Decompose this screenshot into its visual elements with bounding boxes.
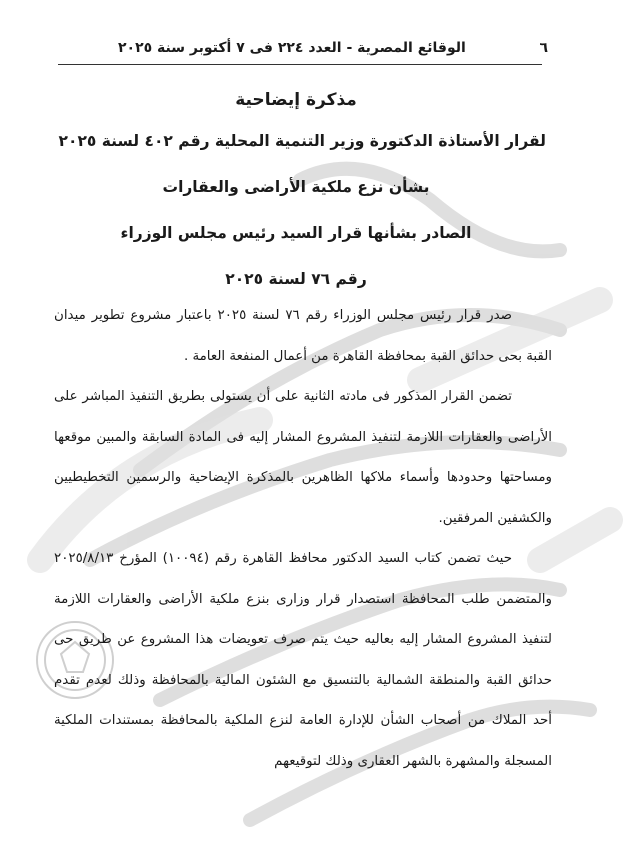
memo-titles (40, 82, 552, 302)
memo-subtitle-line4: رقم ٧٦ لسنة ٢٠٢٥ (225, 270, 367, 288)
page-header (58, 38, 548, 65)
memo-title: مذكرة إيضاحية (235, 90, 357, 110)
memo-subtitle-line1: لقرار الأستاذة الدكتورة وزير التنمية المحلية رقم ٤٠٢ لسنة ٢٠٢٥ (58, 132, 546, 150)
paragraph: حيث تضمن كتاب السيد الدكتور محافظ القاهرة رقم (١٠٠٩٤) المؤرخ ٢٠٢٥/٨/١٣ والمتضمن طلب المحافظة استصدار قرار وزارى بنزع ملكية الأراضى والعقارات اللازمة لتنفيذ المشروع المشار إليه بعاليه حيث يتم صرف تعويضات هذا المشروع عن طريق حى حدائق القبة والمنطقة الشمالية بالتنسيق مع الشئون المالية بالمحافظة وذلك لعدم تقدم أحد الملاك من أصحاب الشأن للإدارة العامة لنزع الملكية بالمحافظة بمستندات الملكية المسجلة والمشهرة بالشهر العقارى وذلك لتوقيعهم (54, 551, 552, 769)
gazette-header-title: الوقائع المصرية - العدد ٢٢٤ فى ٧ أكتوبر سنة ٢٠٢٥ (118, 40, 466, 56)
memo-subtitle-line2: بشأن نزع ملكية الأراضى والعقارات (162, 178, 430, 196)
paragraph: تضمن القرار المذكور فى مادته الثانية على أن يستولى بطريق التنفيذ المباشر على الأراضى والعقارات اللازمة لتنفيذ المشروع المشار إليه فى المادة السابقة والمبين موقعها ومساحتها وحدودها وأسماء ملاكها الظاهرين بالمذكرة الإيضاحية والرسمين التخطيطيين والكشفين المرفقين. (54, 389, 552, 526)
memo-subtitle-line3: الصادر بشأنها قرار السيد رئيس مجلس الوزراء (120, 224, 472, 242)
memo-body (54, 296, 552, 782)
paragraph: صدر قرار رئيس مجلس الوزراء رقم ٧٦ لسنة ٢٠٢٥ باعتبار مشروع تطوير ميدان القبة بحى حدائق القبة بمحافظة القاهرة من أعمال المنفعة العامة . (54, 308, 552, 364)
page-number: ٦ (539, 40, 548, 56)
